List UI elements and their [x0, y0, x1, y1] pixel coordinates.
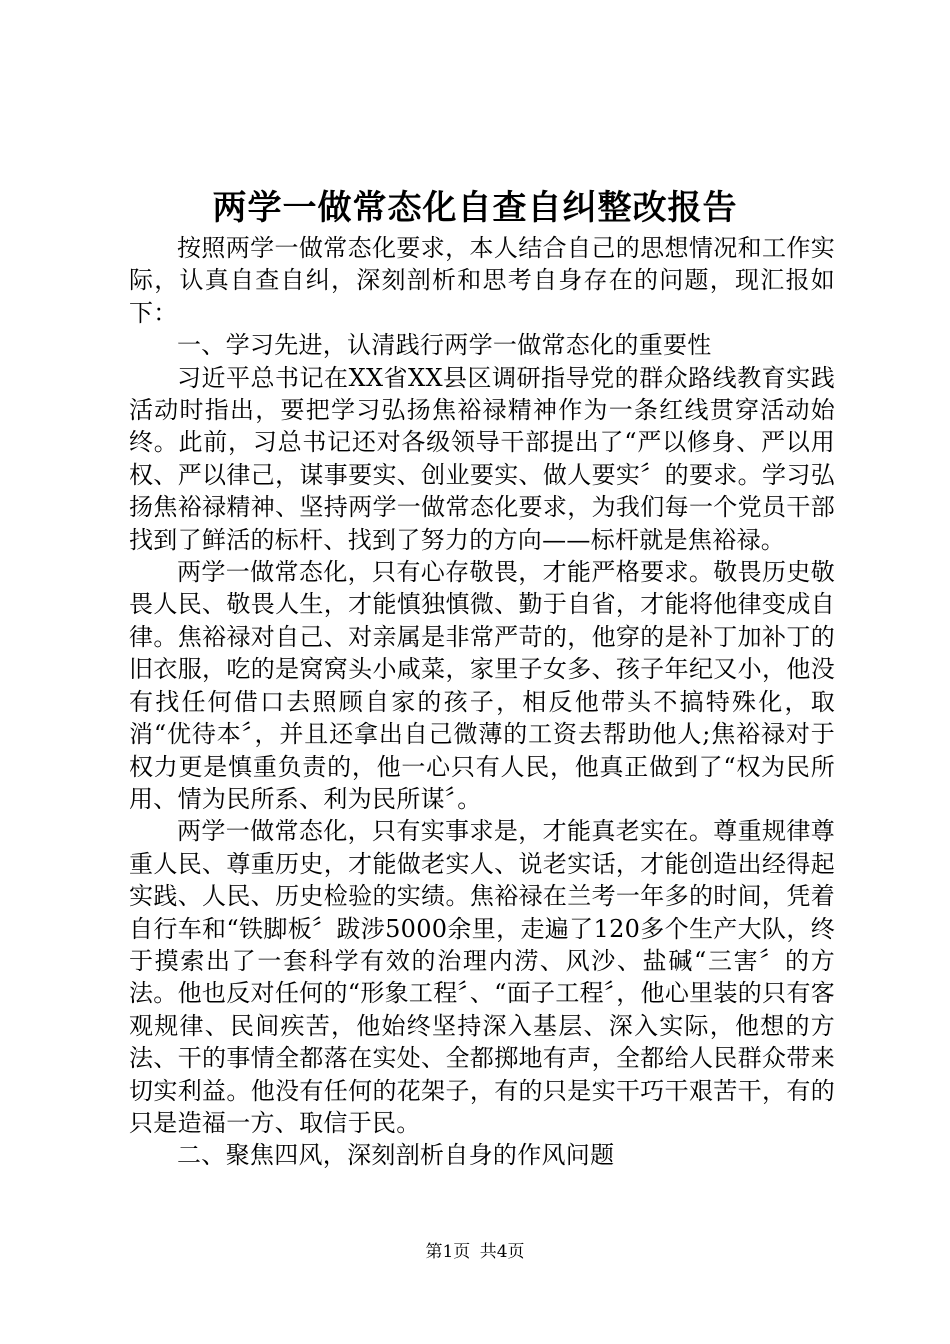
page-total: 共4页 [479, 1242, 525, 1262]
section-heading-2: 二、聚焦四风，深刻剖析自身的作风问题 [177, 1141, 615, 1170]
page-number: 第1页 [425, 1242, 471, 1262]
paragraph-intro: 按照两学一做常态化要求，本人结合自己的思想情况和工作实际，认真自查自纠，深刻剖析和思考自身存在的问题，现汇报如下： [129, 234, 835, 327]
paragraph-body: 两学一做常态化，只有心存敬畏，才能严格要求。敬畏历史敬畏人民、敬畏人生，才能慎独慎微、勤于自省，才能将他律变成自律。焦裕禄对自己、对亲属是非常严苛的，他穿的是补丁加补丁的旧衣服，吃的是窝窝头小咸菜，家里子女多、孩子年纪又小，他没有找任何借口去照顾自家的孩子，相反他带头不搞特殊化，取消“优待本〞，并且还拿出自己微薄的工资去帮助他人;焦裕禄对于权力更是慎重负责的，他一心只有人民，他真正做到了“权为民所用、情为民所系、利为民所谋〞。 [129, 558, 835, 813]
section-heading-1: 一、学习先进，认清践行两学一做常态化的重要性 [177, 331, 712, 360]
paragraph-body: 习近平总书记在XX省XX县区调研指导党的群众路线教育实践活动时指出，要把学习弘扬焦裕禄精神作为一条红线贯穿活动始终。此前，习总书记还对各级领导干部提出了“严以修身、严以用权、严以律己，谋事要实、创业要实、做人要实〞的要求。学习弘扬焦裕禄精神、坚持两学一做常态化要求，为我们每一个党员干部找到了鲜活的标杆、找到了努力的方向——标杆就是焦裕禄。 [129, 363, 835, 554]
page-footer [0, 1240, 950, 1264]
paragraph-body: 两学一做常态化，只有实事求是，才能真老实在。尊重规律尊重人民、尊重历史，才能做老实人、说老实话，才能创造出经得起实践、人民、历史检验的实绩。焦裕禄在兰考一年多的时间，凭着自行车和“铁脚板〞跋涉5000余里，走遍了120多个生产大队，终于摸索出了一套科学有效的治理内涝、风沙、盐碱“三害〞的方法。他也反对任何的“形象工程〞、“面子工程〞，他心里装的只有客观规律、民间疾苦，他始终坚持深入基层、深入实际，他想的方法、干的事情全都落在实处、全都掷地有声，全都给人民群众带来切实利益。他没有任何的花架子，有的只是实干巧干艰苦干，有的只是造福一方、取信于民。 [129, 817, 835, 1137]
document-title: 两学一做常态化自查自纠整改报告 [212, 188, 738, 228]
document-body [129, 232, 835, 1172]
